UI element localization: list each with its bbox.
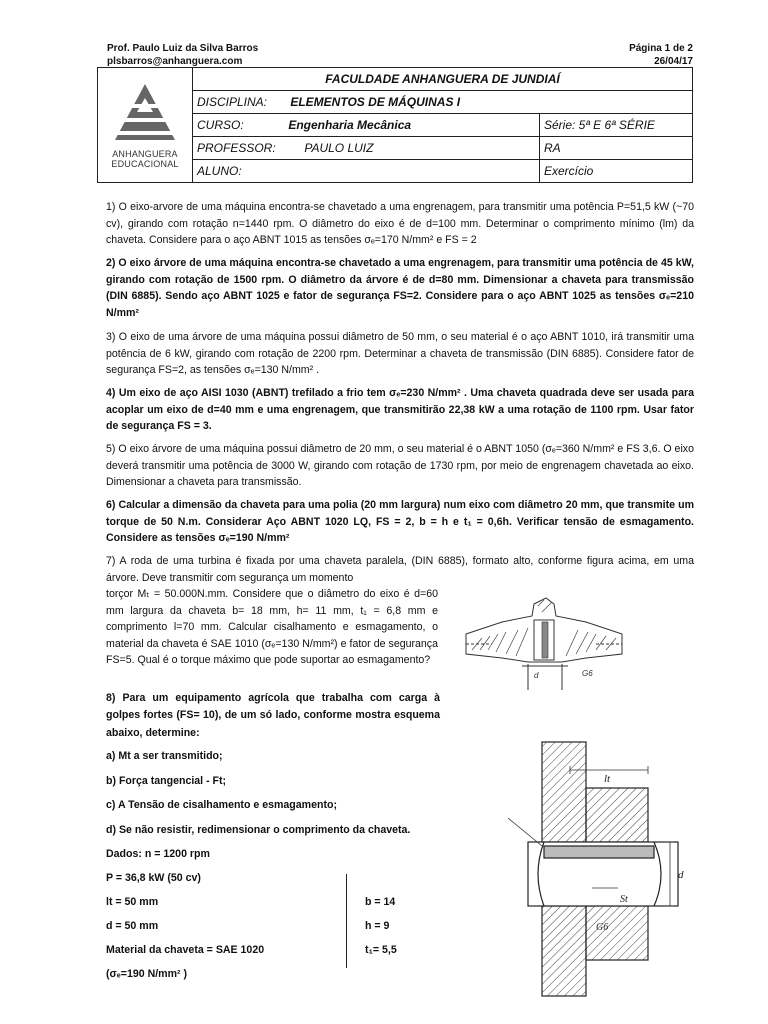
turbine-wheel-figure bbox=[462, 592, 632, 692]
question-1: 1) O eixo-arvore de uma máquina encontra-se chavetado a uma engrenagem, para transmitir uma potência P=51,5 kW (~70 cv), girando com rotação n=1440 rpm. O diâmetro do eixo é de d=100 mm. Determinar o comprimento mínimo (lm) da chaveta. Considere para o aço ABNT 1015 as tensões σₑ=170 N/mm² e FS = 2 bbox=[106, 201, 694, 247]
header-left bbox=[107, 42, 258, 68]
serie-cell: Série: 5ª E 6ª SÉRIE bbox=[540, 114, 693, 137]
document-date: 26/04/17 bbox=[654, 56, 693, 67]
anhanguera-logo-icon bbox=[113, 82, 177, 144]
author-email: plsbarros@anhanguera.com bbox=[107, 56, 243, 67]
data-rpm: Dados: n = 1200 rpm bbox=[106, 848, 210, 860]
disciplina-value: ELEMENTOS DE MÁQUINAS I bbox=[290, 95, 461, 109]
question-6: 6) Calcular a dimensão da chaveta para uma polia (20 mm largura) num eixo com diâmetro 20 mm, que transmite um torque de 50 N.m. Considerar Aço ABNT 1020 LQ, FS = 2, b = h e t₁ = 0,6h. Verificar tensão de esmagamento. Considere as tensões σₑ=190 N/mm² bbox=[106, 499, 694, 545]
professor-value: PAULO LUIZ bbox=[304, 141, 374, 155]
data-divider bbox=[346, 874, 347, 968]
logo-cell bbox=[98, 68, 193, 183]
page-number: Página 1 de 2 bbox=[629, 43, 693, 54]
curso-cell bbox=[193, 114, 540, 137]
curso-value: Engenharia Mecânica bbox=[288, 118, 412, 132]
question-8: 8) Para um equipamento agrícola que trabalha com carga à golpes fortes (FS= 10), de um só lado, conforme mostra esquema abaixo, determine: bbox=[106, 692, 440, 739]
question-7-intro: 7) A roda de uma turbina é fixada por uma chaveta paralela, (DIN 6885), formato alto, conforme figura acima, em uma árvore. Deve transmitir com segurança um momento bbox=[106, 555, 694, 584]
question-7-body: torçor Mₜ = 50.000N.mm. Considere que o diâmetro do eixo é d=60 mm largura da chaveta b= 18 mm, h= 11 mm, t₁ = 6,8 mm e comprimento l=70 mm. Calcular cisalhamento e esmagamento, o material da chaveta é SAE 1010 (σₑ=130 N/mm²) e fator de segurança FS=5. Qual é o torque máximo que pode suportar ao esmagamento? bbox=[106, 588, 438, 667]
fig2-st-label: St bbox=[620, 894, 628, 905]
data-t1: t₁= 5,5 bbox=[365, 944, 397, 956]
professor-cell bbox=[193, 137, 540, 160]
question-8d: d) Se não resistir, redimensionar o comprimento da chaveta. bbox=[106, 824, 411, 836]
question-5: 5) O eixo árvore de uma máquina possui diâmetro de 20 mm, o seu material é o ABNT 1050 (σₑ=360 N/mm² e FS 3,6. O eixo deverá transmitir uma potência de 3000 W, girando com rotação de 1730 rpm, por meio de engrenagem chavetada ao eixo. Dimensionar a chaveta para transmissão. bbox=[106, 443, 694, 489]
hub-key-figure bbox=[508, 738, 694, 1000]
course-header-table bbox=[97, 67, 693, 183]
question-2: 2) O eixo árvore de uma máquina encontra-se chavetado a uma engrenagem, para transmitir uma potência de 45 kW, girando com rotação de 1500 rpm. O diâmetro da árvore é de d=80 mm. Dimensionar a chaveta para transmissão (DIN 6885). Sendo aço ABNT 1025 e fator de segurança FS=2. Considere para o aço ABNT 1025 as tensões σₑ=210 N/mm² bbox=[106, 257, 694, 319]
header-right bbox=[629, 42, 693, 68]
institution-title: FACULDADE ANHANGUERA DE JUNDIAÍ bbox=[193, 68, 693, 91]
exercicio-field[interactable]: Exercício bbox=[540, 160, 693, 183]
disciplina-label: DISCIPLINA: bbox=[197, 95, 268, 109]
data-d: d = 50 mm bbox=[106, 920, 159, 932]
disciplina-row bbox=[193, 91, 693, 114]
fig1-g6-label: G6 bbox=[582, 669, 593, 678]
professor-label: PROFESSOR: bbox=[197, 141, 276, 155]
author-name: Prof. Paulo Luiz da Silva Barros bbox=[107, 43, 259, 54]
question-8a: a) Mt a ser transmitido; bbox=[106, 750, 223, 762]
data-lt: lt = 50 mm bbox=[106, 896, 159, 908]
aluno-field[interactable]: ALUNO: bbox=[193, 160, 540, 183]
curso-label: CURSO: bbox=[197, 118, 244, 132]
data-sigma: (σₑ=190 N/mm² ) bbox=[106, 968, 187, 980]
question-4: 4) Um eixo de aço AISI 1030 (ABNT) trefilado a frio tem σₑ=230 N/mm² . Uma chaveta quadrada deve ser usada para acoplar um eixo de d=40 mm e uma engrenagem, que transmitirão 22,38 kW a uma rotação de 1100 rpm. Usar fator de segurança FS = 3. bbox=[106, 387, 694, 433]
fig1-d-label: d bbox=[534, 671, 539, 680]
question-3: 3) O eixo de uma árvore de uma máquina possui diâmetro de 50 mm, o seu material é o aço ABNT 1010, irá transmitir uma potência de 6 kW, girando com rotação de 2200 rpm. Determinar a chaveta de transmissão (DIN 6885). Considere fator de segurança FS=2, as tensões σₑ=130 N/mm² . bbox=[106, 331, 694, 377]
question-8b: b) Força tangencial - Ft; bbox=[106, 775, 227, 787]
logo-text: ANHANGUERA EDUCACIONAL bbox=[111, 148, 179, 169]
fig2-lt-label: lt bbox=[604, 773, 611, 785]
question-8c: c) A Tensão de cisalhamento e esmagamento; bbox=[106, 799, 337, 811]
data-material: Material da chaveta = SAE 1020 bbox=[106, 944, 265, 956]
data-h: h = 9 bbox=[365, 920, 390, 932]
fig2-d-label: d bbox=[678, 869, 684, 881]
ra-field[interactable]: RA bbox=[540, 137, 693, 160]
data-power: P = 36,8 kW (50 cv) bbox=[106, 872, 201, 884]
fig2-g6-label: G6 bbox=[596, 922, 609, 933]
data-b: b = 14 bbox=[365, 896, 396, 908]
